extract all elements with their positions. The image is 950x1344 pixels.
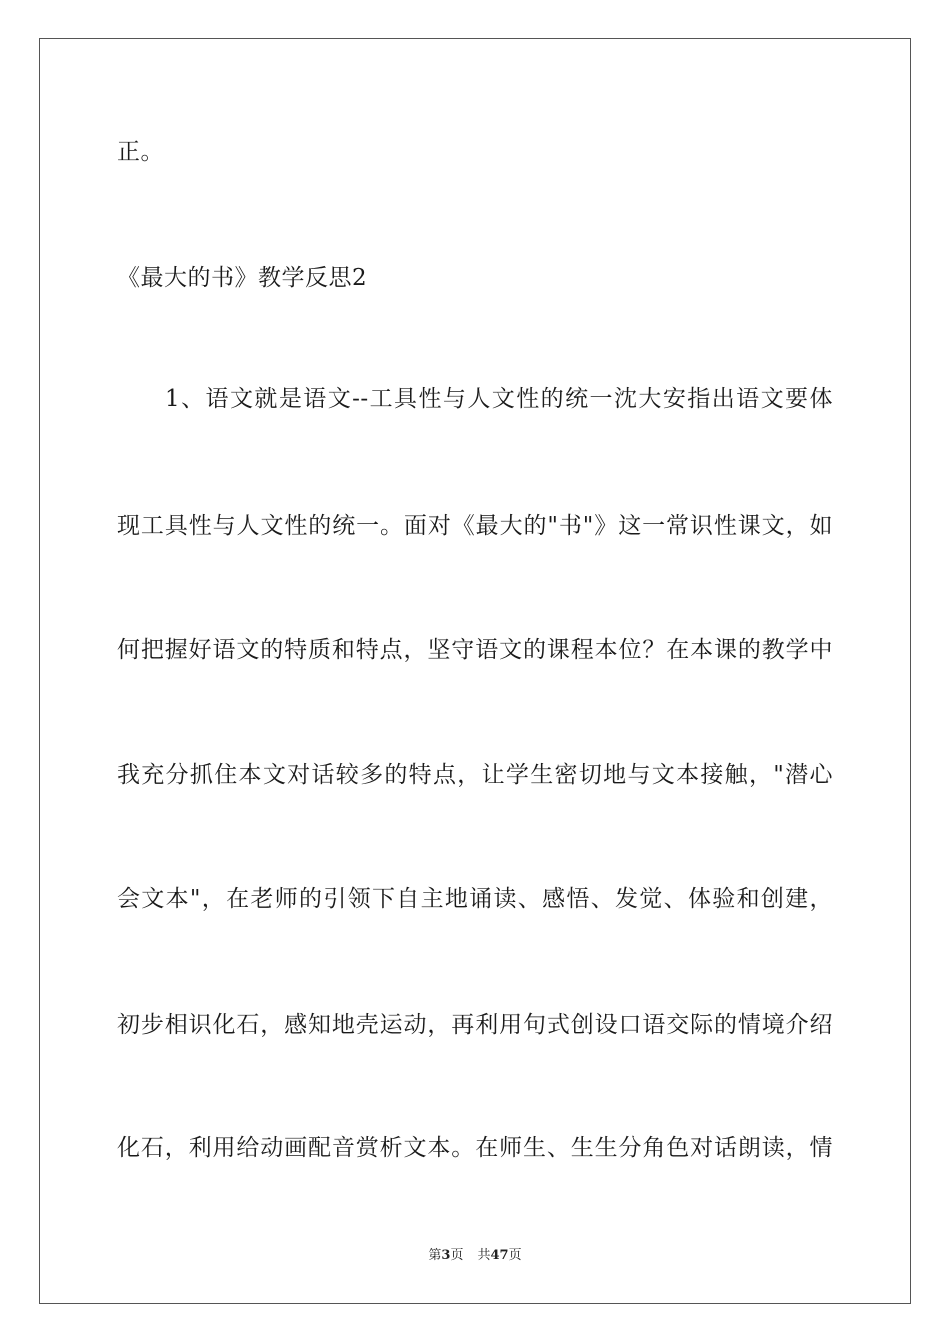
paragraph-line-6: 初步相识化石，感知地壳运动，再利用句式创设口语交际的情境介绍	[117, 1012, 833, 1038]
page-footer	[0, 1248, 950, 1264]
page-suffix: 页	[450, 1248, 464, 1263]
page-prefix: 第	[428, 1248, 442, 1263]
total-suffix: 页	[508, 1248, 522, 1263]
paragraph-line-5: 会文本"，在老师的引领下自主地诵读、感悟、发觉、体验和创建，	[117, 886, 833, 912]
total-pages: 47	[490, 1248, 509, 1263]
paragraph-line-1: 1、语文就是语文--工具性与人文性的统一沈大安指出语文要体	[165, 386, 833, 412]
paragraph-line-4: 我充分抓住本文对话较多的特点，让学生密切地与文本接触，"潜心	[117, 762, 833, 788]
paragraph-line-7: 化石，利用给动画配音赏析文本。在师生、生生分角色对话朗读，情	[117, 1135, 833, 1161]
paragraph-line-2: 现工具性与人文性的统一。面对《最大的"书"》这一常识性课文，如	[117, 513, 833, 539]
page-number: 3	[441, 1248, 451, 1263]
page-border	[39, 38, 911, 1304]
total-prefix: 共	[477, 1248, 491, 1263]
paragraph-line-3: 何把握好语文的特质和特点，坚守语文的课程本位？在本课的教学中	[117, 637, 833, 663]
text-line-1: 正。	[117, 139, 164, 165]
section-heading: 《最大的书》教学反思2	[117, 265, 368, 291]
